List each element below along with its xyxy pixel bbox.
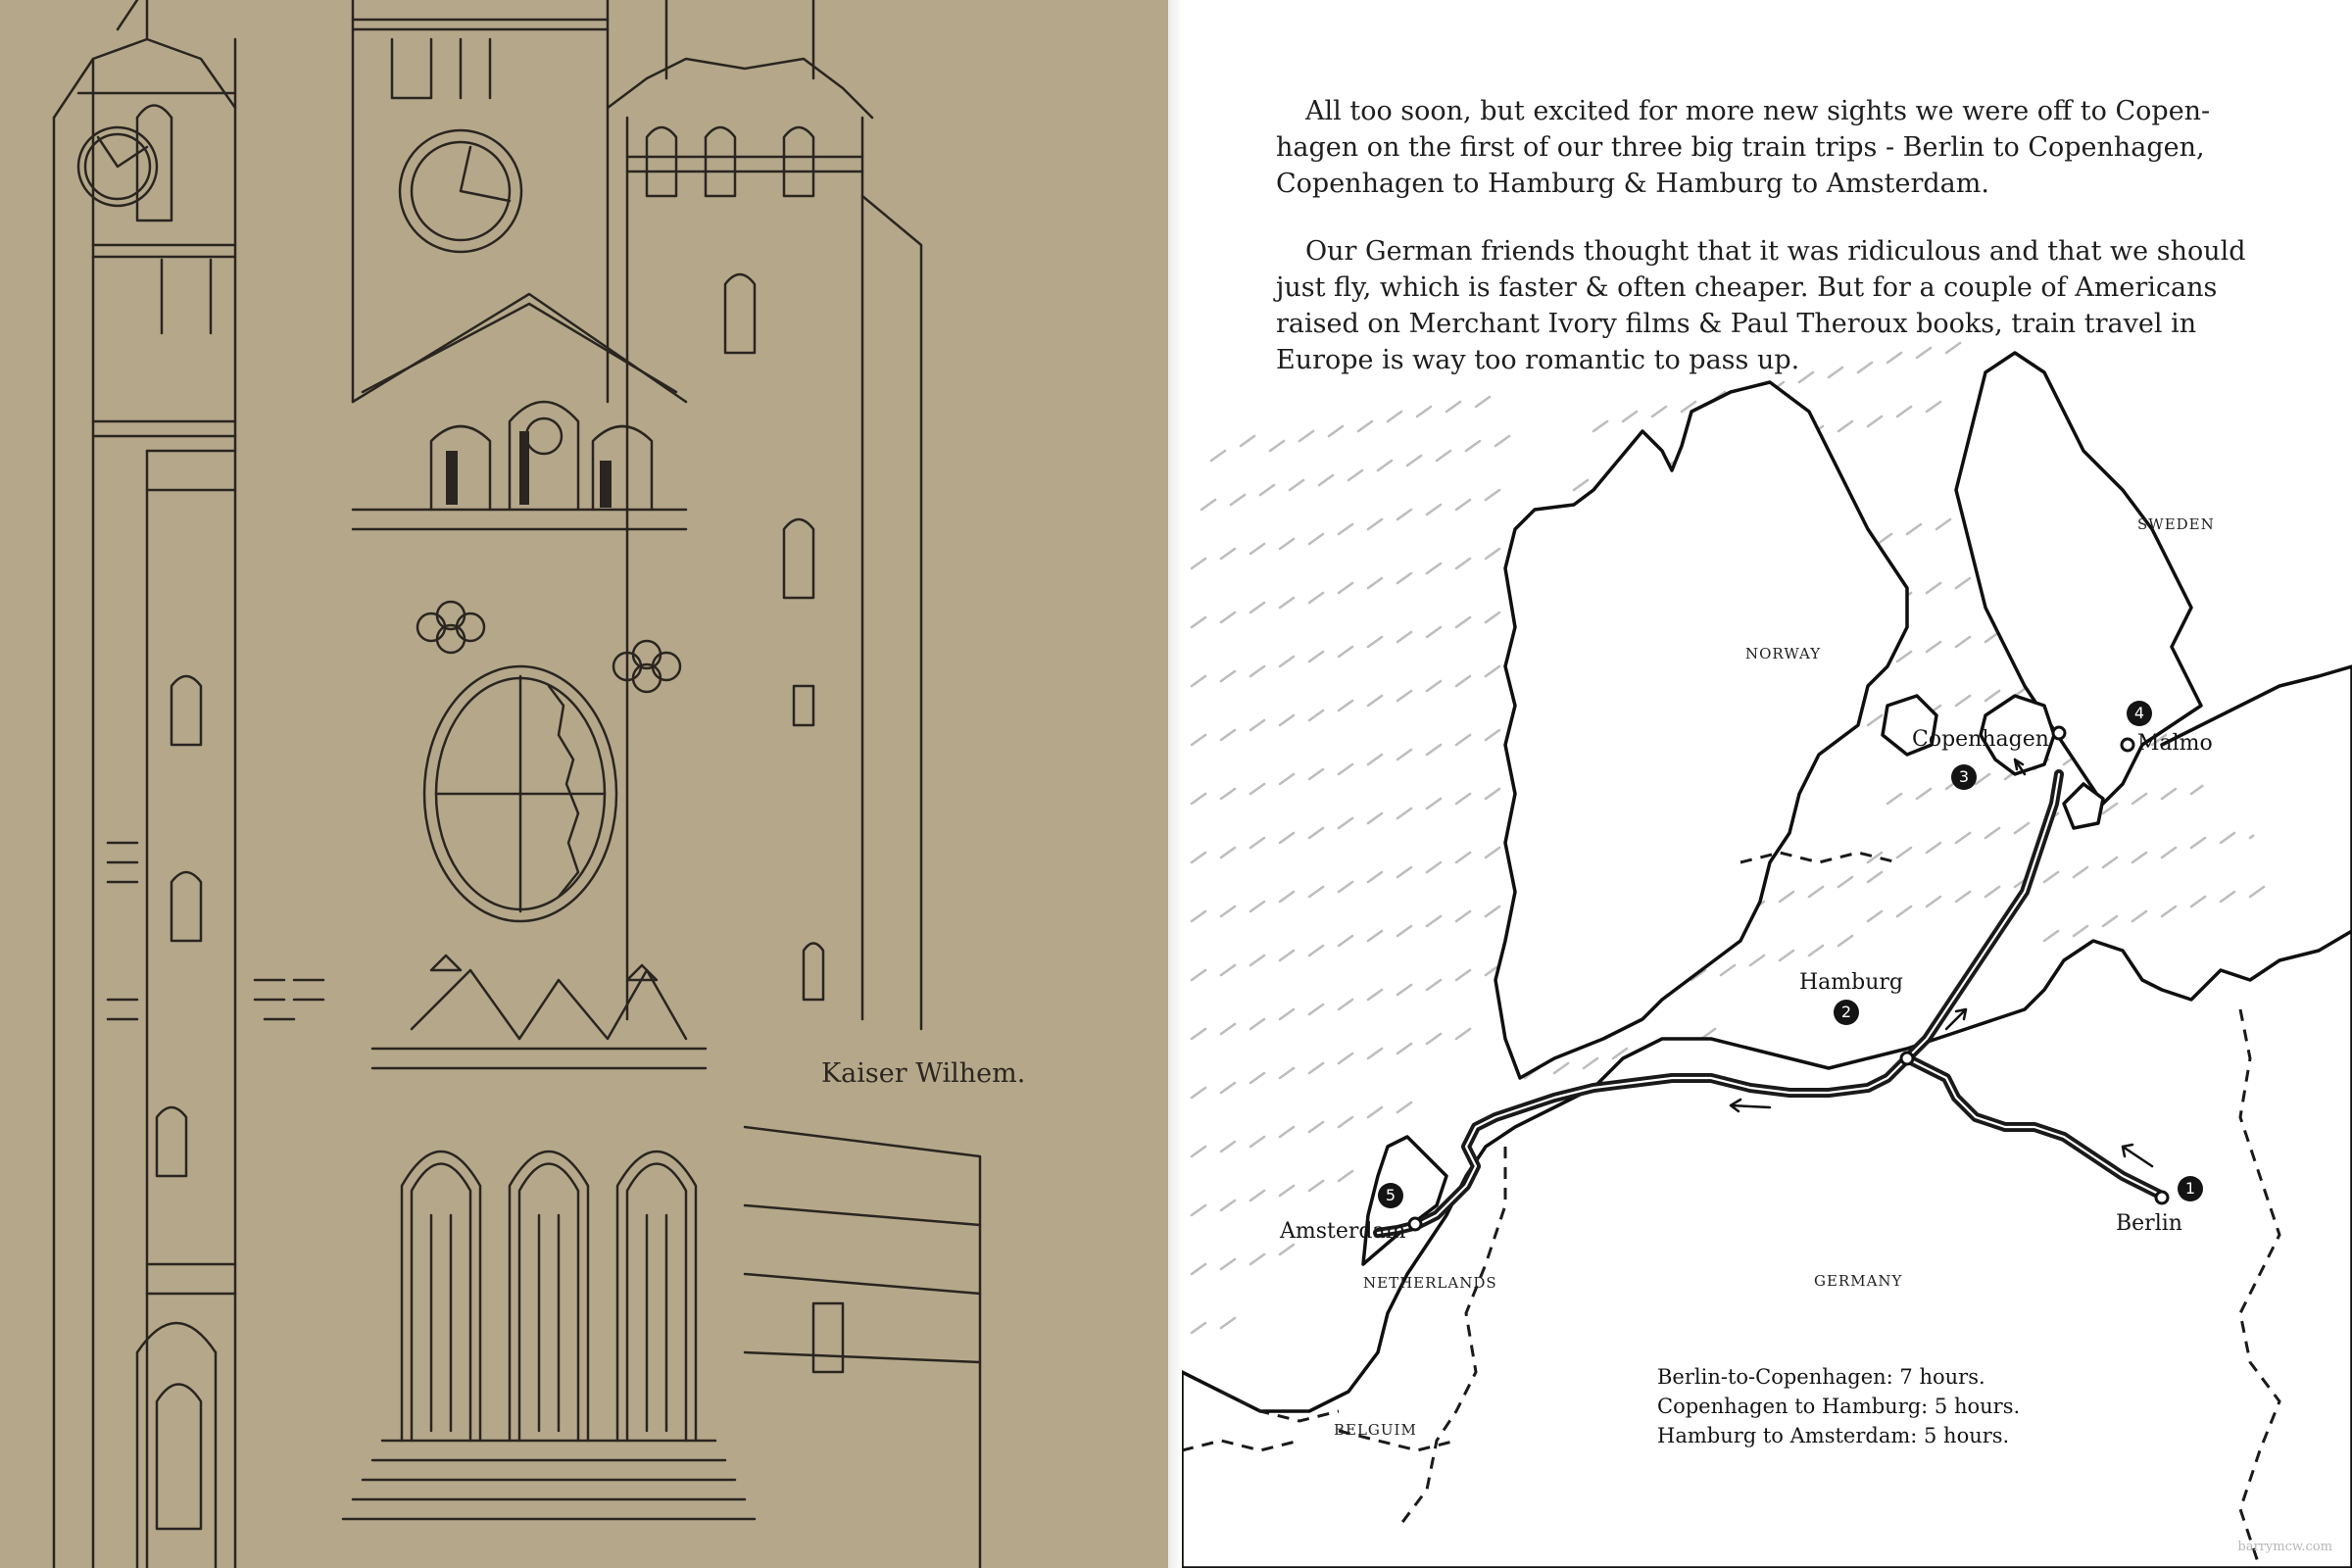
church-sketch <box>0 0 1168 1568</box>
country-label-norway: NORWAY <box>1745 645 1822 662</box>
country-label-sweden: SWEDEN <box>2137 515 2215 533</box>
sketch-caption: Kaiser Wilhem. <box>821 1058 1026 1089</box>
city-label-berlin: Berlin <box>2116 1211 2182 1236</box>
stop-badge-berlin: 1 <box>2178 1176 2203 1201</box>
duration-berlin-copenhagen: Berlin-to-Copenhagen: 7 hours. <box>1657 1365 1985 1389</box>
country-label-germany: GERMANY <box>1814 1272 1903 1290</box>
country-label-belgium: BELGUIM <box>1334 1421 1417 1439</box>
page-gutter <box>1168 0 1182 1568</box>
p2-line-3: raised on Merchant Ivory films & Paul Theroux books, train travel in <box>1276 309 2197 339</box>
p1-line-3: Copenhagen to Hamburg & Hamburg to Amsterdam. <box>1276 169 1989 199</box>
city-label-hamburg: Hamburg <box>1799 970 1904 995</box>
city-label-amsterdam: Amsterdam <box>1280 1219 1406 1244</box>
watermark: barrymcw.com <box>2237 1540 2332 1554</box>
city-label-copenhagen: Copenhagen <box>1912 727 2049 752</box>
trip-durations <box>1657 1362 2020 1450</box>
p2-line-4: Europe is way too romantic to pass up. <box>1276 345 1800 375</box>
stop-badge-copenhagen: 3 <box>1951 764 1977 790</box>
p2-line-1: Our German friends thought that it was ridiculous and that we should <box>1305 236 2246 267</box>
p2-line-2: just fly, which is faster & often cheaper. But for a couple of Americans <box>1276 272 2218 303</box>
right-page <box>1182 0 2352 1568</box>
paragraph-2 <box>1276 233 2315 378</box>
left-page <box>0 0 1168 1568</box>
stop-badge-amsterdam: 5 <box>1378 1183 1403 1208</box>
duration-hamburg-amsterdam: Hamburg to Amsterdam: 5 hours. <box>1657 1424 2010 1447</box>
stop-badge-malmo: 4 <box>2127 701 2152 726</box>
city-label-malmo: Malmo <box>2137 731 2213 756</box>
p1-line-1: All too soon, but excited for more new sights we were off to Copen- <box>1305 96 2211 126</box>
country-label-netherlands: NETHERLANDS <box>1363 1274 1497 1292</box>
p1-line-2: hagen on the first of our three big train trips - Berlin to Copenhagen, <box>1276 132 2205 163</box>
stop-badge-hamburg: 2 <box>1834 1000 1859 1025</box>
duration-copenhagen-hamburg: Copenhagen to Hamburg: 5 hours. <box>1657 1395 2021 1418</box>
paragraph-1 <box>1276 93 2315 202</box>
